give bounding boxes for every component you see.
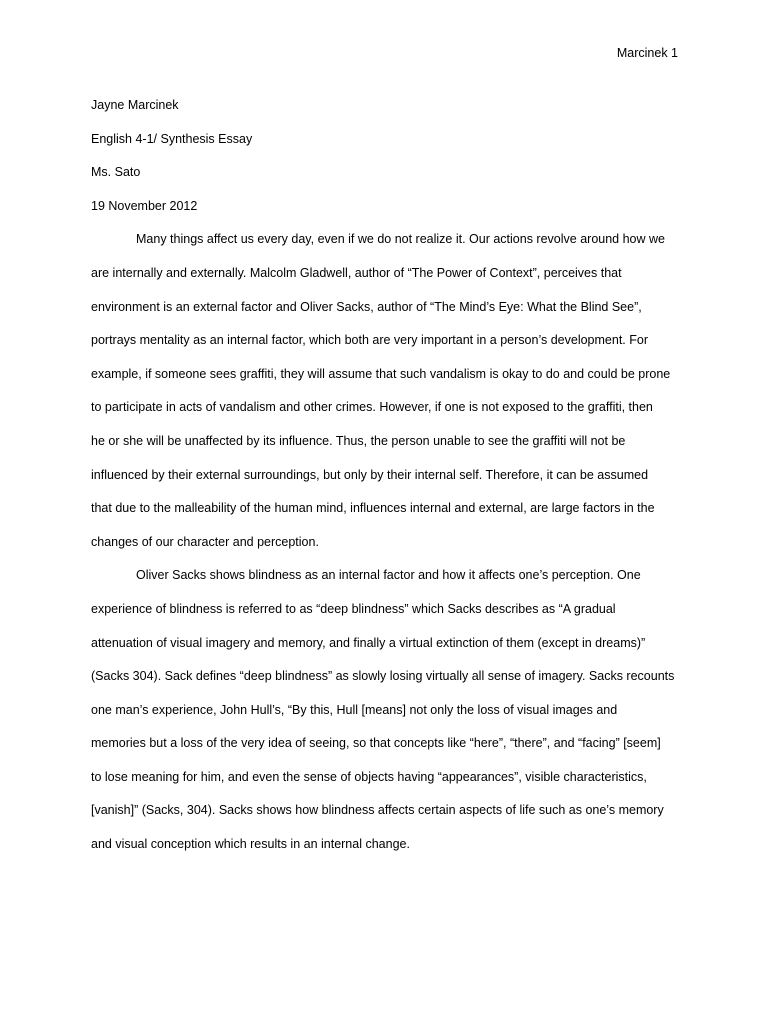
text-line: memories but a loss of the very idea of seeing, so that concepts like “here”, “there”, and “facing” [seem] (91, 736, 661, 751)
text-line: he or she will be unaffected by its influence. Thus, the person unable to see the graffiti will not be (91, 433, 626, 448)
text-line: portrays mentality as an internal factor, which both are very important in a person’s development. For (91, 333, 648, 348)
text-line: that due to the malleability of the human mind, influences internal and external, are large factors in the (91, 501, 655, 516)
text-line: experience of blindness is referred to as “deep blindness” which Sacks describes as “A gradual (91, 601, 616, 616)
text-line: environment is an external factor and Oliver Sacks, author of “The Mind’s Eye: What the Blind See”, (91, 299, 642, 314)
course-title: English 4-1/ Synthesis Essay (91, 131, 253, 146)
text-line: influenced by their external surroundings, but only by their internal self. Therefore, it can be assumed (91, 467, 649, 482)
text-line: and visual conception which results in an internal change. (91, 837, 410, 852)
text-line: to lose meaning for him, and even the sense of objects having “appearances”, visible characteristics, (91, 769, 647, 784)
text-line: are internally and externally. Malcolm Gladwell, author of “The Power of Context”, perceives that (91, 265, 622, 280)
essay-date: 19 November 2012 (91, 198, 198, 213)
text-line: one man’s experience, John Hull’s, “By this, Hull [means] not only the loss of visual images and (91, 702, 618, 717)
text-line: (Sacks 304). Sack defines “deep blindness” as slowly losing virtually all sense of imagery. Sacks recounts (91, 669, 675, 684)
author-name: Jayne Marcinek (91, 98, 179, 112)
text-line: example, if someone sees graffiti, they will assume that such vandalism is okay to do and could be prone (91, 366, 671, 381)
text-line: attenuation of visual imagery and memory, and finally a virtual extinction of them (except in dreams)” (91, 635, 646, 650)
text-line: Oliver Sacks shows blindness as an internal factor and how it affects one’s perception. One (136, 568, 641, 583)
text-line: to participate in acts of vandalism and other crimes. However, if one is not exposed to the graffiti, then (91, 400, 653, 415)
text-line: [vanish]” (Sacks, 304). Sacks shows how blindness affects certain aspects of life such as one’s memory (91, 803, 664, 818)
paragraph-1 (91, 223, 681, 559)
running-head: Marcinek 1 (616, 46, 678, 60)
paragraph-2 (91, 559, 681, 861)
essay-body (91, 89, 681, 862)
text-line: Many things affect us every day, even if we do not realize it. Our actions revolve around how we (136, 232, 665, 247)
text-line: changes of our character and perception. (91, 534, 319, 549)
instructor-name: Ms. Sato (91, 165, 141, 180)
